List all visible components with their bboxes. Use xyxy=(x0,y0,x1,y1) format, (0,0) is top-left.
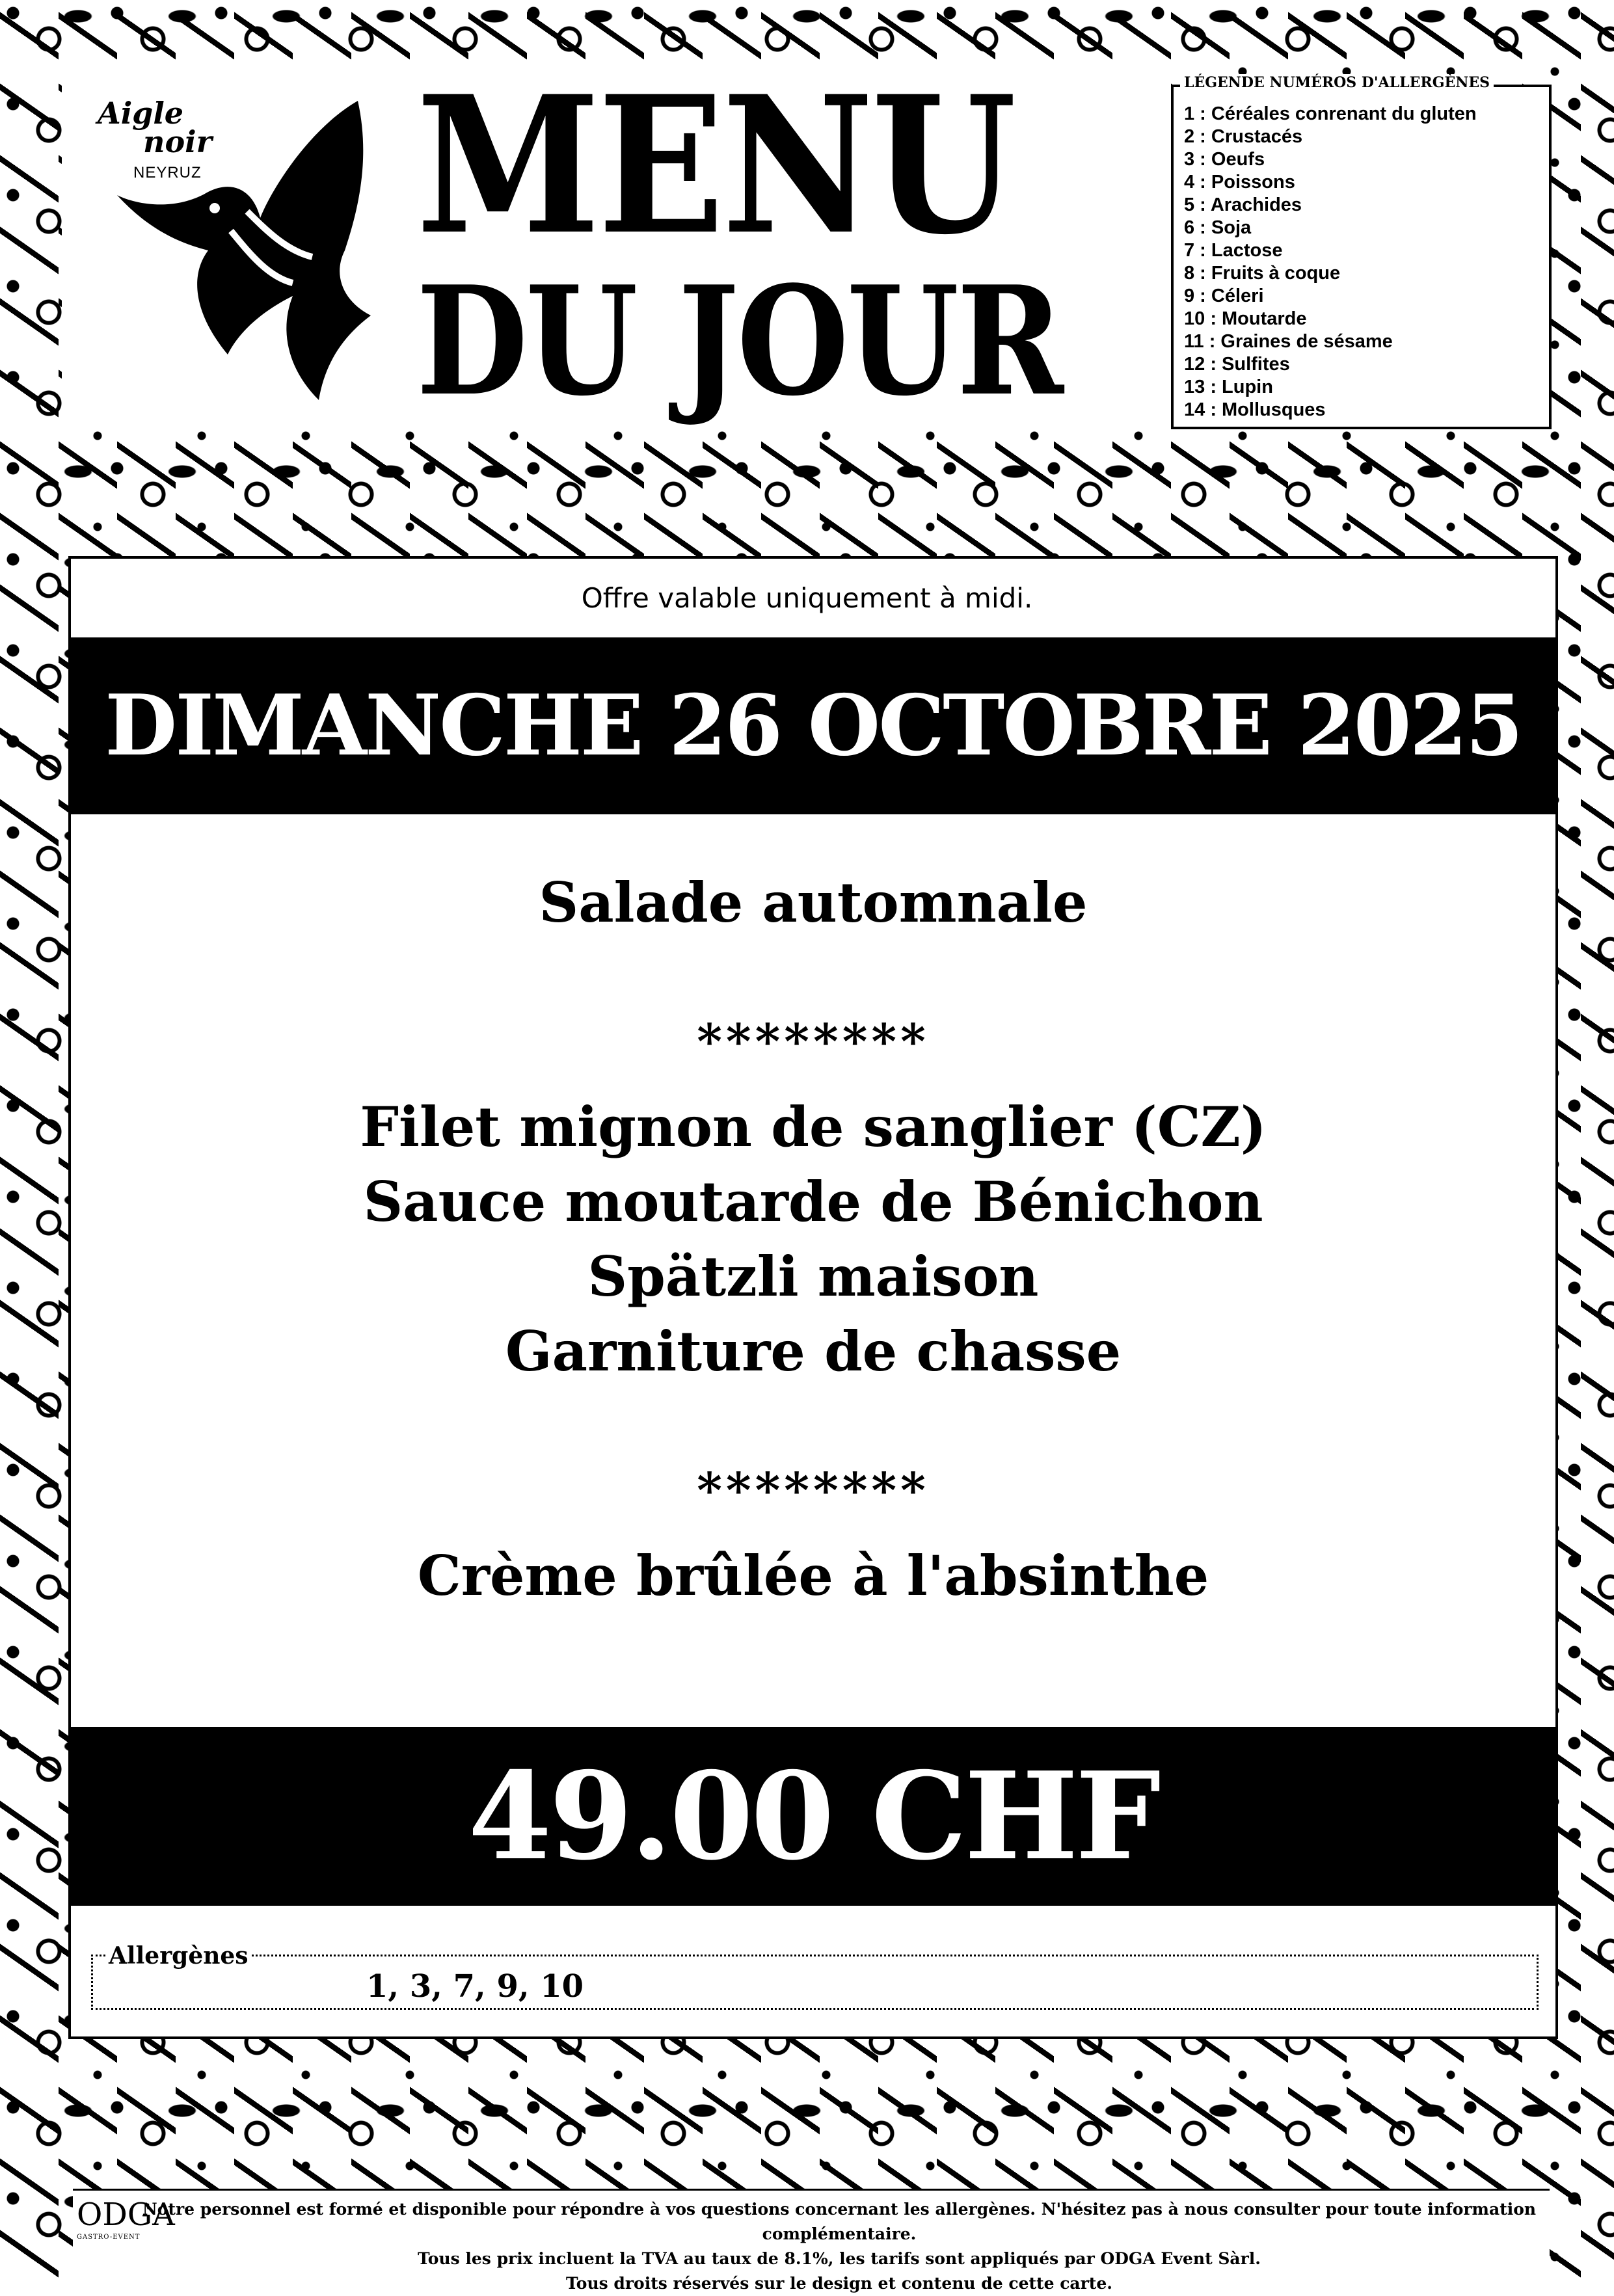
brand-town: NEYRUZ xyxy=(133,164,202,181)
allergen-label: Allergènes xyxy=(106,1942,251,1969)
allergen-values: 1, 3, 7, 9, 10 xyxy=(366,1968,584,2005)
menu-price: 49.00 CHF xyxy=(468,1745,1159,1887)
legend-item: 13 : Lupin xyxy=(1184,377,1273,397)
brand-name-line2: noir xyxy=(143,124,212,159)
legend-item: 8 : Fruits à coque xyxy=(1184,263,1341,284)
legend-item: 3 : Oeufs xyxy=(1184,149,1265,170)
course-separator: ******** xyxy=(697,1463,930,1519)
legend-item: 14 : Mollusques xyxy=(1184,399,1326,420)
legend-item: 10 : Moutarde xyxy=(1184,308,1307,329)
main-dish-line: Garniture de chasse xyxy=(505,1319,1122,1383)
main-dish-line: Sauce moutarde de Bénichon xyxy=(363,1169,1263,1234)
legend-item: 1 : Céréales conrenant du gluten xyxy=(1184,103,1477,124)
menu-date: DIMANCHE 26 OCTOBRE 2025 xyxy=(105,677,1522,775)
footer-line: Notre personnel est formé et disponible pour répondre à vos questions concernant les allergènes. N'hésitez pas à nous consulter pour toute information complémentaire. xyxy=(142,2200,1537,2243)
offer-note: Offre valable uniquement à midi. xyxy=(581,582,1033,614)
odga-logo-subtitle: GASTRO-EVENT xyxy=(77,2234,141,2241)
allergen-legend-list xyxy=(1184,103,1477,421)
brand-name xyxy=(98,96,267,159)
starter-dish: Salade automnale xyxy=(539,870,1088,935)
main-dish-line: Filet mignon de sanglier (CZ) xyxy=(360,1095,1267,1159)
odga-logo-text: ODGA xyxy=(77,2196,175,2233)
legend-item: 7 : Lactose xyxy=(1184,240,1283,261)
allergen-box xyxy=(91,1942,1539,2010)
legend-item: 4 : Poissons xyxy=(1184,172,1295,193)
page-title-line2: DU JOUR xyxy=(416,254,1062,429)
allergen-legend xyxy=(1171,74,1552,429)
legend-item: 2 : Crustacés xyxy=(1184,126,1303,147)
dessert-dish: Crème brûlée à l'absinthe xyxy=(417,1543,1209,1608)
brand-name-line1: Aigle xyxy=(98,96,184,131)
allergen-legend-title: LÉGENDE NUMÉROS D'ALLERGÈNES xyxy=(1180,74,1494,91)
page-title-line1: MENU xyxy=(416,55,1014,276)
footer-line: Tous les prix incluent la TVA au taux de 8.1%, les tarifs sont appliqués par ODGA Event Sàrl. xyxy=(418,2249,1261,2268)
footer-disclaimer xyxy=(130,2197,1548,2296)
main-dish-line: Spätzli maison xyxy=(587,1244,1039,1309)
price-banner xyxy=(71,1727,1555,1906)
legend-item: 6 : Soja xyxy=(1184,217,1252,238)
legend-item: 11 : Graines de sésame xyxy=(1184,331,1393,352)
legend-item: 9 : Céleri xyxy=(1184,286,1264,306)
legend-item: 12 : Sulfites xyxy=(1184,354,1290,375)
date-banner xyxy=(71,637,1555,814)
legend-item: 5 : Arachides xyxy=(1184,194,1302,215)
footer-line: Tous droits réservés sur le design et contenu de cette carte. xyxy=(566,2274,1112,2293)
course-separator: ******** xyxy=(697,1014,930,1070)
